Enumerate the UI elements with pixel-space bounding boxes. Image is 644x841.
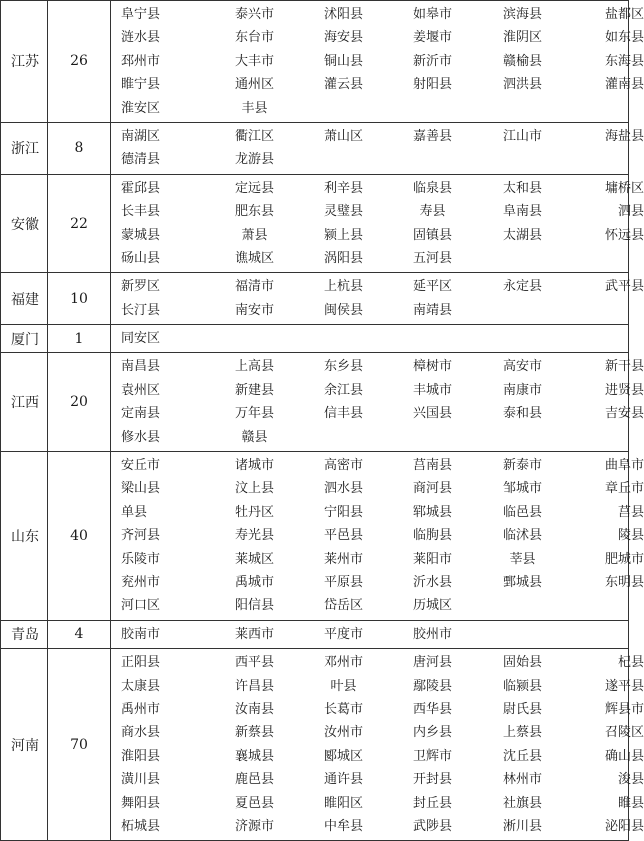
county-line bbox=[121, 97, 622, 120]
county-line bbox=[121, 379, 644, 402]
province-name: 浙江 bbox=[1, 122, 48, 174]
county-name: 曲阜市 bbox=[604, 458, 644, 474]
county-name: 确山县 bbox=[604, 748, 644, 764]
county-count: 40 bbox=[48, 452, 111, 621]
county-name: 夏邑县 bbox=[234, 795, 274, 811]
county-name: 襄城县 bbox=[234, 748, 274, 764]
county-line bbox=[121, 698, 644, 721]
county-names-cell bbox=[111, 273, 644, 325]
county-name: 东乡县 bbox=[323, 359, 363, 375]
county-name: 邹城市 bbox=[502, 481, 542, 497]
county-name: 沂水县 bbox=[412, 574, 452, 590]
county-name: 定远县 bbox=[234, 180, 274, 196]
county-line bbox=[121, 247, 622, 270]
county-name bbox=[568, 594, 644, 617]
county-name: 永定县 bbox=[502, 279, 542, 295]
county-name: 莱西市 bbox=[234, 626, 274, 642]
county-name: 济源市 bbox=[234, 818, 274, 834]
county-line bbox=[121, 426, 622, 449]
province-row bbox=[1, 620, 629, 648]
province-name: 江西 bbox=[1, 353, 48, 452]
county-name: 太康县 bbox=[121, 678, 161, 694]
county-name: 利辛县 bbox=[323, 180, 363, 196]
county-name bbox=[388, 327, 477, 350]
county-name: 汝南县 bbox=[234, 701, 274, 717]
county-name: 胶州市 bbox=[412, 626, 452, 642]
county-name: 林州市 bbox=[502, 772, 542, 788]
county-name: 闽侯县 bbox=[323, 302, 363, 318]
county-name: 莱城区 bbox=[234, 551, 274, 567]
county-line bbox=[121, 224, 644, 247]
county-name: 临颍县 bbox=[502, 678, 542, 694]
county-name: 尉氏县 bbox=[502, 701, 542, 717]
county-name: 上蔡县 bbox=[502, 725, 542, 741]
county-name: 新罗区 bbox=[121, 279, 161, 295]
county-name: 淮阳县 bbox=[121, 748, 161, 764]
county-line bbox=[121, 148, 622, 171]
county-name: 吉安县 bbox=[604, 406, 644, 422]
county-name: 西华县 bbox=[412, 701, 452, 717]
county-name: 许昌县 bbox=[234, 678, 274, 694]
county-name: 涡阳县 bbox=[323, 250, 363, 266]
county-name: 正阳县 bbox=[121, 655, 161, 671]
county-line bbox=[121, 548, 644, 571]
county-name: 盐都区 bbox=[604, 7, 644, 22]
county-names-cell bbox=[111, 620, 629, 648]
county-name: 汝州市 bbox=[323, 725, 363, 741]
county-name: 南安市 bbox=[234, 302, 274, 318]
county-line bbox=[121, 50, 644, 73]
county-count: 26 bbox=[48, 1, 111, 123]
county-name: 新泰市 bbox=[502, 458, 542, 474]
county-line bbox=[121, 651, 644, 674]
county-line bbox=[121, 3, 644, 26]
county-name: 滨海县 bbox=[502, 7, 542, 22]
county-name: 颍上县 bbox=[323, 227, 363, 243]
county-name: 齐河县 bbox=[121, 528, 161, 544]
county-name: 南湖区 bbox=[121, 128, 161, 144]
county-name: 泌阳县 bbox=[604, 818, 644, 834]
county-line bbox=[121, 745, 644, 768]
county-name: 河口区 bbox=[121, 598, 161, 614]
county-names-cell bbox=[111, 325, 629, 353]
county-line bbox=[121, 792, 644, 815]
county-name: 陵县 bbox=[617, 528, 644, 544]
province-name: 安徽 bbox=[1, 174, 48, 273]
county-name: 潢川县 bbox=[121, 772, 161, 788]
county-name: 嘉善县 bbox=[412, 128, 452, 144]
county-name: 阜宁县 bbox=[121, 7, 161, 22]
county-name: 海安县 bbox=[323, 30, 363, 46]
province-name: 福建 bbox=[1, 273, 48, 325]
county-name: 肥东县 bbox=[234, 204, 274, 220]
county-name: 延平区 bbox=[412, 279, 452, 295]
county-line bbox=[121, 355, 644, 378]
county-name bbox=[568, 327, 644, 350]
county-name: 汶上县 bbox=[234, 481, 274, 497]
county-name: 莘县 bbox=[509, 551, 536, 567]
county-name: 浚县 bbox=[617, 772, 644, 788]
county-name: 内乡县 bbox=[412, 725, 452, 741]
county-name: 睢阳区 bbox=[323, 795, 363, 811]
county-line bbox=[121, 454, 644, 477]
county-name: 杞县 bbox=[617, 655, 644, 671]
county-line bbox=[121, 402, 644, 425]
county-name bbox=[477, 327, 568, 350]
county-name: 万年县 bbox=[234, 406, 274, 422]
county-name: 莱州市 bbox=[323, 551, 363, 567]
county-name: 萧山区 bbox=[323, 128, 363, 144]
county-name: 德清县 bbox=[121, 152, 161, 168]
province-row bbox=[1, 1, 629, 123]
county-line bbox=[121, 177, 644, 200]
county-count: 70 bbox=[48, 649, 111, 841]
county-name: 东台市 bbox=[234, 30, 274, 46]
county-name: 禹州市 bbox=[121, 701, 161, 717]
county-name: 柘城县 bbox=[121, 818, 161, 834]
county-name: 叶县 bbox=[330, 678, 357, 694]
county-names-cell bbox=[111, 353, 644, 452]
county-name: 灵璧县 bbox=[323, 204, 363, 220]
county-name: 铜山县 bbox=[323, 53, 363, 69]
county-name: 寿光县 bbox=[234, 528, 274, 544]
county-name: 衢江区 bbox=[234, 128, 274, 144]
county-name: 阜南县 bbox=[502, 204, 542, 220]
county-names-cell bbox=[111, 1, 644, 123]
county-name bbox=[299, 97, 388, 120]
county-name: 萧县 bbox=[241, 227, 268, 243]
county-name bbox=[388, 148, 477, 171]
county-name bbox=[568, 623, 644, 646]
county-name: 新沂市 bbox=[412, 53, 452, 69]
county-name: 赣榆县 bbox=[502, 53, 542, 69]
county-name: 高安市 bbox=[502, 359, 542, 375]
county-name: 开封县 bbox=[412, 772, 452, 788]
county-name bbox=[477, 97, 568, 120]
county-name: 牡丹区 bbox=[234, 504, 274, 520]
county-name: 太和县 bbox=[502, 180, 542, 196]
county-name: 砀山县 bbox=[121, 250, 161, 266]
county-name bbox=[568, 299, 644, 322]
county-name: 淮阴区 bbox=[502, 30, 542, 46]
county-name: 东海县 bbox=[604, 53, 644, 69]
county-count: 4 bbox=[48, 620, 111, 648]
county-name bbox=[568, 426, 644, 449]
county-name: 辉县市 bbox=[604, 701, 644, 717]
province-row bbox=[1, 122, 629, 174]
county-name: 江山市 bbox=[502, 128, 542, 144]
county-line bbox=[121, 327, 622, 350]
county-name: 淅川县 bbox=[502, 818, 542, 834]
county-name: 袁州区 bbox=[121, 382, 161, 398]
county-name: 大丰市 bbox=[234, 53, 274, 69]
county-name: 临邑县 bbox=[502, 504, 542, 520]
county-name: 福清市 bbox=[234, 279, 274, 295]
county-line bbox=[121, 571, 644, 594]
county-name: 沈丘县 bbox=[502, 748, 542, 764]
county-name: 章丘市 bbox=[604, 481, 644, 497]
county-name: 胶南市 bbox=[121, 626, 161, 642]
county-name: 如皋市 bbox=[412, 7, 452, 22]
county-count: 22 bbox=[48, 174, 111, 273]
county-name: 长葛市 bbox=[323, 701, 363, 717]
county-name bbox=[299, 426, 388, 449]
county-line bbox=[121, 623, 622, 646]
county-name: 肥城市 bbox=[604, 551, 644, 567]
county-name bbox=[388, 97, 477, 120]
province-row bbox=[1, 325, 629, 353]
county-name: 莒县 bbox=[617, 504, 644, 520]
province-row bbox=[1, 452, 629, 621]
county-name: 鄄城县 bbox=[502, 574, 542, 590]
county-name: 禹城市 bbox=[234, 574, 274, 590]
county-name: 固镇县 bbox=[412, 227, 452, 243]
county-name: 谯城区 bbox=[234, 250, 274, 266]
county-name bbox=[388, 426, 477, 449]
county-name: 涟水县 bbox=[121, 30, 161, 46]
county-line bbox=[121, 299, 622, 322]
county-name: 南昌县 bbox=[121, 359, 161, 375]
county-name: 姜堰市 bbox=[412, 30, 452, 46]
county-name bbox=[477, 426, 568, 449]
province-row bbox=[1, 174, 629, 273]
county-name: 单县 bbox=[121, 504, 148, 520]
county-name: 宁阳县 bbox=[323, 504, 363, 520]
county-name: 邓州市 bbox=[323, 655, 363, 671]
county-name: 阳信县 bbox=[234, 598, 274, 614]
county-name: 泗县 bbox=[617, 204, 644, 220]
county-name bbox=[299, 148, 388, 171]
county-name: 临泉县 bbox=[412, 180, 452, 196]
county-name: 泗水县 bbox=[323, 481, 363, 497]
county-count: 8 bbox=[48, 122, 111, 174]
county-name: 霍邱县 bbox=[121, 180, 161, 196]
county-line bbox=[121, 721, 644, 744]
county-name: 泰和县 bbox=[502, 406, 542, 422]
county-name: 灌云县 bbox=[323, 77, 363, 93]
county-name bbox=[477, 247, 568, 270]
county-name: 商河县 bbox=[412, 481, 452, 497]
county-name: 鹿邑县 bbox=[234, 772, 274, 788]
province-name: 厦门 bbox=[1, 325, 48, 353]
county-name: 新建县 bbox=[234, 382, 274, 398]
county-name: 如东县 bbox=[604, 30, 644, 46]
county-name bbox=[477, 623, 568, 646]
county-name: 沭阳县 bbox=[323, 7, 363, 22]
county-line bbox=[121, 768, 644, 791]
province-name: 江苏 bbox=[1, 1, 48, 123]
county-name bbox=[568, 97, 644, 120]
county-name: 进贤县 bbox=[604, 382, 644, 398]
county-line bbox=[121, 26, 644, 49]
county-name: 梁山县 bbox=[121, 481, 161, 497]
county-name: 临朐县 bbox=[412, 528, 452, 544]
county-name bbox=[477, 594, 568, 617]
county-name: 临沭县 bbox=[502, 528, 542, 544]
county-name: 唐河县 bbox=[412, 655, 452, 671]
county-name: 射阳县 bbox=[412, 77, 452, 93]
county-name: 怀远县 bbox=[604, 227, 644, 243]
county-name: 莒南县 bbox=[412, 458, 452, 474]
county-name: 平原县 bbox=[323, 574, 363, 590]
county-name: 睢宁县 bbox=[121, 77, 161, 93]
province-row bbox=[1, 353, 629, 452]
county-name: 召陵区 bbox=[604, 725, 644, 741]
province-name: 山东 bbox=[1, 452, 48, 621]
county-name: 灌南县 bbox=[604, 77, 644, 93]
county-name: 乐陵市 bbox=[121, 551, 161, 567]
county-names-cell bbox=[111, 452, 644, 621]
county-line bbox=[121, 73, 644, 96]
county-name: 东明县 bbox=[604, 574, 644, 590]
county-name: 上高县 bbox=[234, 359, 274, 375]
county-name: 樟树市 bbox=[412, 359, 452, 375]
county-name: 余江县 bbox=[323, 382, 363, 398]
county-name: 泗洪县 bbox=[502, 77, 542, 93]
county-name: 诸城市 bbox=[234, 458, 274, 474]
county-line bbox=[121, 524, 644, 547]
county-line bbox=[121, 815, 644, 838]
county-name: 南靖县 bbox=[412, 302, 452, 318]
county-name: 平度市 bbox=[323, 626, 363, 642]
county-name: 通许县 bbox=[323, 772, 363, 788]
county-name: 平邑县 bbox=[323, 528, 363, 544]
county-name: 丰县 bbox=[241, 100, 268, 116]
county-count: 20 bbox=[48, 353, 111, 452]
county-line bbox=[121, 477, 644, 500]
county-name: 新蔡县 bbox=[234, 725, 274, 741]
county-table-body bbox=[1, 1, 644, 841]
county-name: 五河县 bbox=[412, 250, 452, 266]
county-line bbox=[121, 675, 644, 698]
county-name: 同安区 bbox=[121, 331, 161, 347]
county-count: 1 bbox=[48, 325, 111, 353]
county-name: 海盐县 bbox=[604, 128, 644, 144]
county-name: 固始县 bbox=[502, 655, 542, 671]
county-name: 南康市 bbox=[502, 382, 542, 398]
county-name: 郓城县 bbox=[412, 504, 452, 520]
county-name: 邳州市 bbox=[121, 53, 161, 69]
county-name: 龙游县 bbox=[234, 152, 274, 168]
county-name: 兖州市 bbox=[121, 574, 161, 590]
province-name: 青岛 bbox=[1, 620, 48, 648]
county-name: 修水县 bbox=[121, 429, 161, 445]
county-line bbox=[121, 125, 644, 148]
county-name: 赣县 bbox=[241, 429, 268, 445]
province-name: 河南 bbox=[1, 649, 48, 841]
county-name: 武陟县 bbox=[412, 818, 452, 834]
county-name bbox=[568, 247, 644, 270]
county-name: 新干县 bbox=[604, 359, 644, 375]
province-row bbox=[1, 273, 629, 325]
county-line bbox=[121, 275, 644, 298]
county-name: 商水县 bbox=[121, 725, 161, 741]
county-name: 卫辉市 bbox=[412, 748, 452, 764]
county-name: 遂平县 bbox=[604, 678, 644, 694]
county-name: 封丘县 bbox=[412, 795, 452, 811]
county-line bbox=[121, 200, 644, 223]
county-name: 高密市 bbox=[323, 458, 363, 474]
county-name: 泰兴市 bbox=[234, 7, 274, 22]
county-name: 郾城区 bbox=[323, 748, 363, 764]
county-name bbox=[477, 148, 568, 171]
county-names-cell bbox=[111, 174, 644, 273]
county-name: 武平县 bbox=[604, 279, 644, 295]
county-name: 西平县 bbox=[234, 655, 274, 671]
county-name: 丰城市 bbox=[412, 382, 452, 398]
county-name: 定南县 bbox=[121, 406, 161, 422]
county-name: 莱阳市 bbox=[412, 551, 452, 567]
county-name: 历城区 bbox=[412, 598, 452, 614]
county-name: 太湖县 bbox=[502, 227, 542, 243]
county-name: 社旗县 bbox=[502, 795, 542, 811]
county-name: 安丘市 bbox=[121, 458, 161, 474]
county-name bbox=[299, 327, 388, 350]
county-name: 上杭县 bbox=[323, 279, 363, 295]
county-name bbox=[477, 299, 568, 322]
county-name: 睢县 bbox=[617, 795, 644, 811]
county-name: 中牟县 bbox=[323, 818, 363, 834]
county-line bbox=[121, 594, 622, 617]
county-name: 舞阳县 bbox=[121, 795, 161, 811]
county-name bbox=[568, 148, 644, 171]
county-name: 通州区 bbox=[234, 77, 274, 93]
county-name: 岱岳区 bbox=[323, 598, 363, 614]
county-name: 信丰县 bbox=[323, 406, 363, 422]
county-line bbox=[121, 501, 644, 524]
county-name: 长丰县 bbox=[121, 204, 161, 220]
county-name: 兴国县 bbox=[412, 406, 452, 422]
county-names-cell bbox=[111, 122, 644, 174]
county-count: 10 bbox=[48, 273, 111, 325]
county-name: 淮安区 bbox=[121, 100, 161, 116]
county-name bbox=[210, 327, 299, 350]
county-name: 长汀县 bbox=[121, 302, 161, 318]
county-names-cell bbox=[111, 649, 644, 841]
county-name: 鄢陵县 bbox=[412, 678, 452, 694]
county-name: 墉桥区 bbox=[604, 180, 644, 196]
province-row bbox=[1, 649, 629, 841]
county-name: 寿县 bbox=[419, 204, 446, 220]
county-name: 蒙城县 bbox=[121, 227, 161, 243]
